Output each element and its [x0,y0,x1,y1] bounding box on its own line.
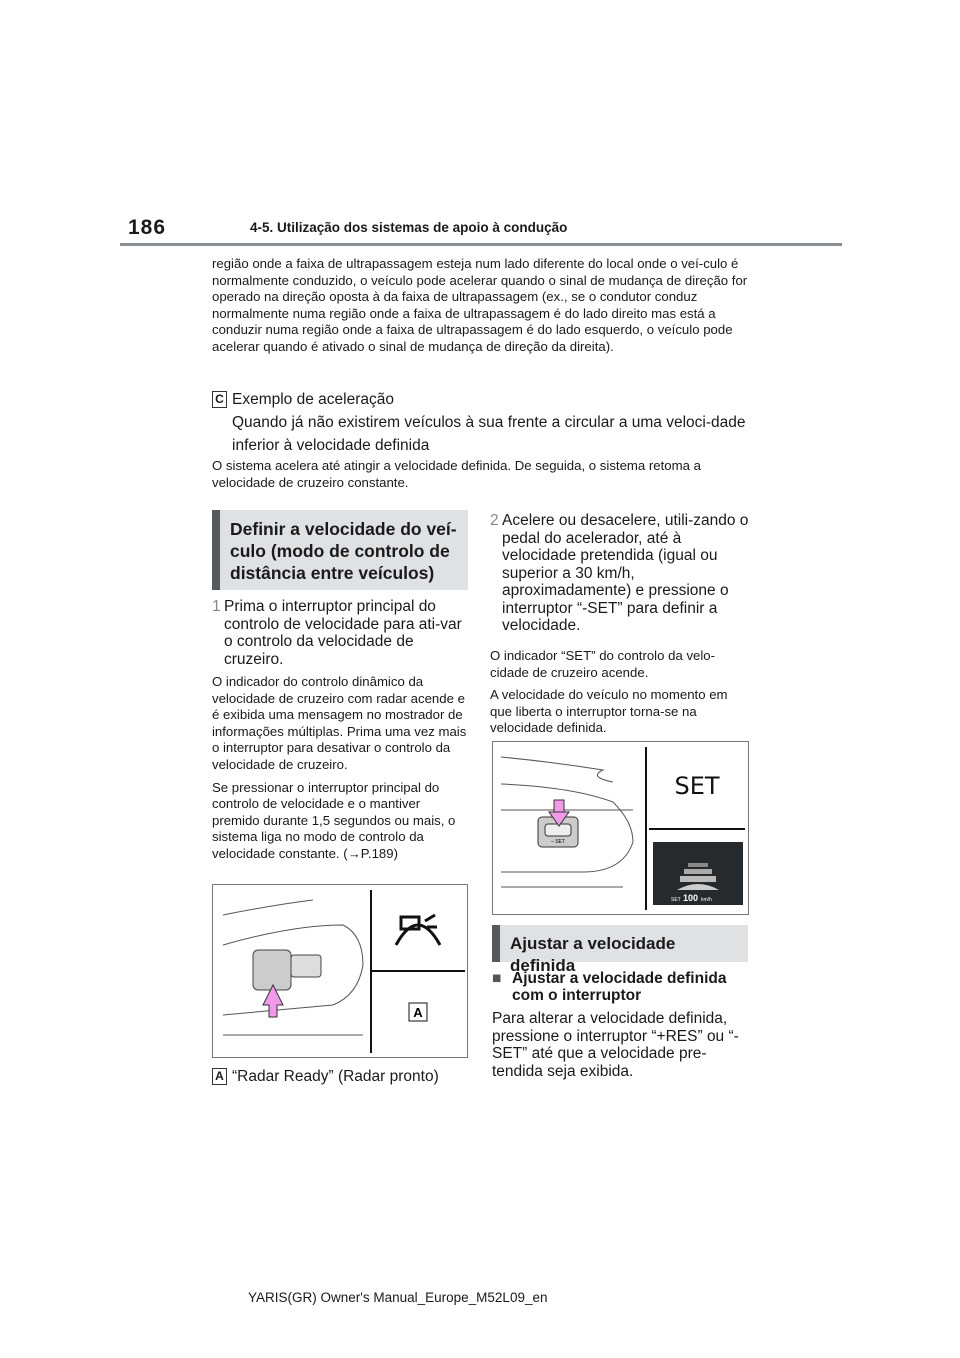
label-a: A [413,1005,423,1020]
step-1-notes [212,674,468,869]
steering-switch-illustration [213,885,467,1057]
subheading [492,970,748,1004]
label-c: C [212,391,227,408]
section-header-title: 4-5. Utilização dos sistemas de apoio à condução [250,220,568,235]
switch-label: – SET [551,839,565,845]
example-block [212,388,752,457]
step-text: Prima o interruptor principal do controlo de velocidade para ati-var o controlo da velocidade de cruzeiro. [224,598,462,668]
section-heading-set-speed: Definir a velocidade do veí-culo (modo de controlo de distância entre veículos) [212,510,468,590]
step-number: 2 [490,512,499,529]
step-2 [490,512,750,635]
footer: YARIS(GR) Owner's Manual_Europe_M52L09_en [248,1290,548,1305]
example-note: O sistema acelera até atingir a velocidade definida. De seguida, o sistema retoma a velocidade de cruzeiro constante. [212,458,701,490]
step-text: Acelere ou desacelere, utili-zando o pedal do acelerador, até à velocidade pretendida (igual ou superior a 30 km/h, aproximadamente) e pressione o interruptor “-SET” para definir a velocidade. [502,512,749,634]
display-unit: km/h [701,897,712,903]
step-number: 1 [212,598,221,615]
step-1 [212,598,468,668]
steering-set-illustration [493,742,748,914]
note: O indicador “SET” do controlo da velo-cidade de cruzeiro acende. [490,648,716,680]
adjust-paragraph: Para alterar a velocidade definida, pressione o interruptor “+RES” ou “-SET” até que a velocidade pre-tendida seja exibida. [492,1010,739,1080]
example-title: Exemplo de aceleração [232,391,394,408]
display-speed: 100 [683,893,699,903]
step-2-notes [490,648,750,743]
square-bullet-icon: ■ [492,970,502,987]
set-indicator-text: SET [674,772,720,800]
note: Se pressionar o interruptor principal do controlo de velocidade e o mantiver premido durante 1,5 segundos ou mais, o sistema liga no modo de controlo da velocidade constante. (→P.189) [212,779,456,861]
header-rule [120,243,842,246]
caption-text: “Radar Ready” (Radar pronto) [232,1068,439,1085]
intro-paragraph: região onde a faixa de ultrapassagem esteja num lado diferente do local onde o veí-culo é normalmente conduzido, o veículo pode acelerar quando o sinal de mudança de direção for operado na direção oposta à da faixa de ultrapassagem (ex., se o condutor conduz normalmente numa região onde a faixa de ultrapassagem é do lado direito mas está a conduzir numa região onde a faixa de ultrapassagem é do lado esquerdo, o veículo pode acelerar quando é ativado o sinal de mudança de direção da direita). [212,256,748,354]
note: O indicador do controlo dinâmico da velocidade de cruzeiro com radar acende e é exibida uma mensagem no mostrador de informações múltiplas. Prima uma vez mais o interruptor para desativar o controlo da velocidade de cruzeiro. [212,674,467,772]
figure-caption [212,1068,439,1086]
label-a: A [212,1068,227,1085]
subheading-text: Ajustar a velocidade definida com o interruptor [512,970,727,1004]
section-heading-adjust-speed: Ajustar a velocidade definida [492,925,748,962]
radar-cruise-icon [396,915,440,945]
note: A velocidade do veículo no momento em que liberta o interruptor torna-se na velocidade definida. [490,687,728,736]
figure-set-indicator [492,741,749,915]
page-number: 186 [128,216,167,239]
figure-radar-ready [212,884,468,1058]
display-set: SET [671,897,681,903]
example-text: Quando já não existirem veículos à sua frente a circular a uma veloci-dade inferior à velocidade definida [232,414,746,454]
